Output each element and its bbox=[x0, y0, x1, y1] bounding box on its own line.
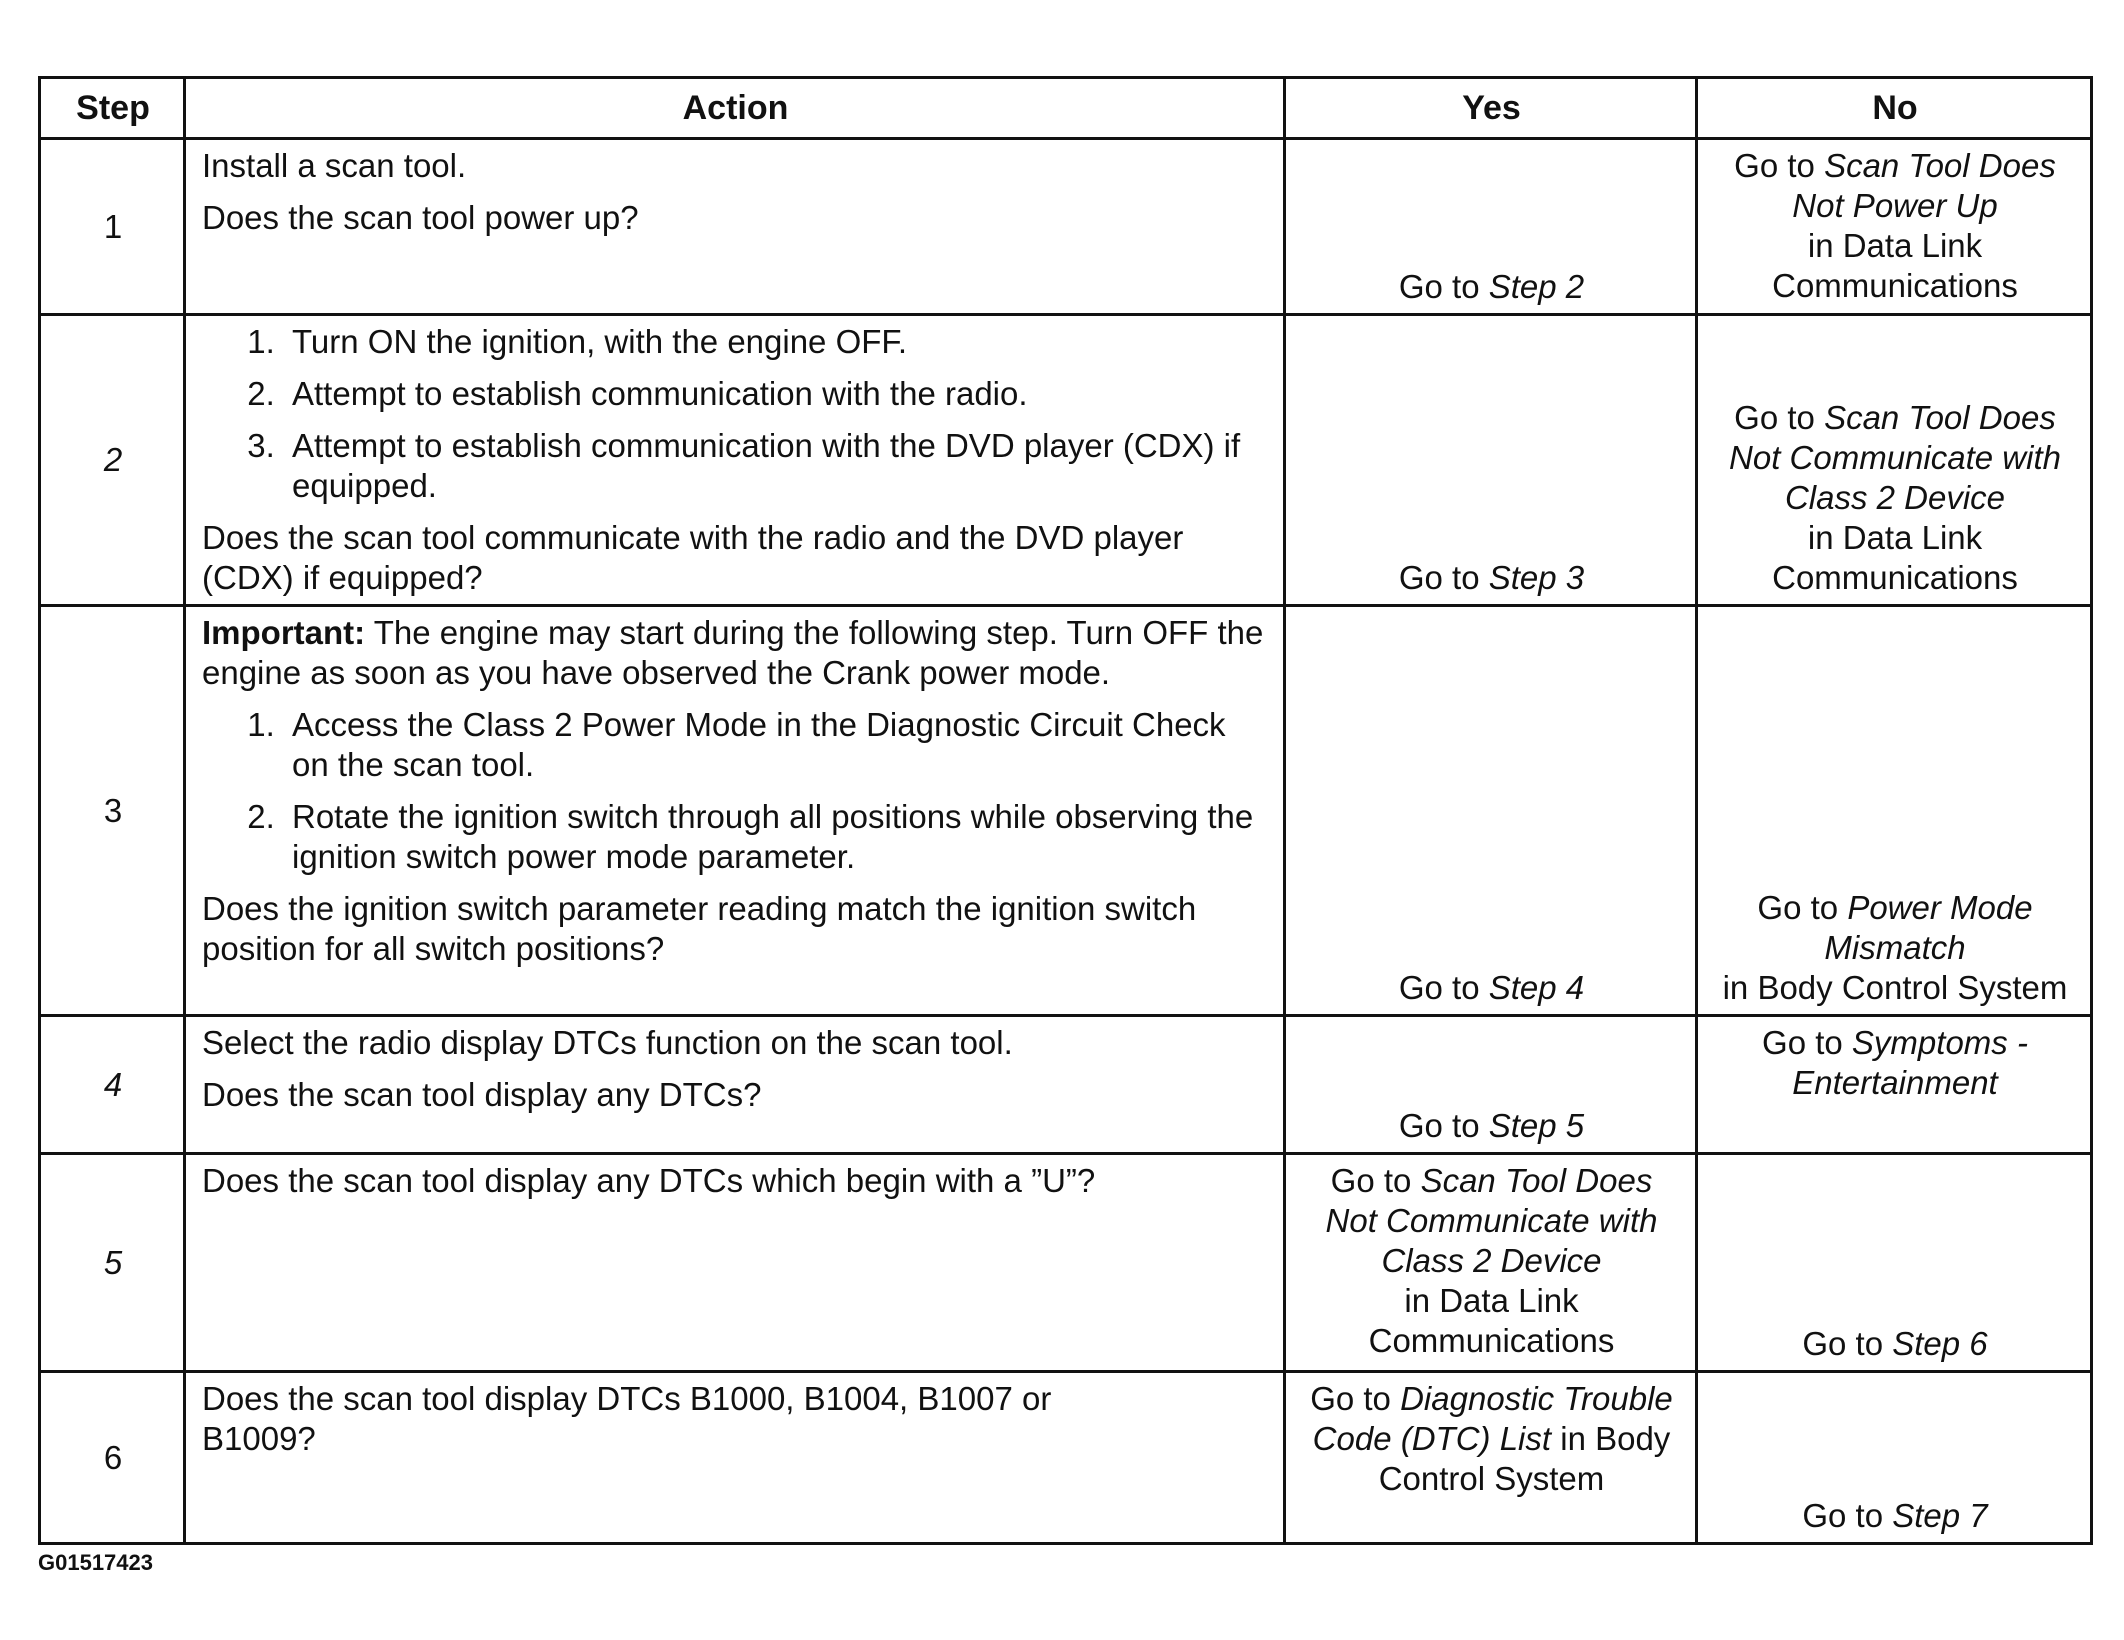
action-cell bbox=[185, 1016, 1285, 1154]
no-prefix: Go to bbox=[1734, 147, 1825, 184]
step-number: 4 bbox=[40, 1016, 185, 1154]
no-link[interactable]: Step 7 bbox=[1892, 1497, 1988, 1534]
yes-link[interactable]: Step 2 bbox=[1488, 268, 1585, 305]
header-action: Action bbox=[185, 78, 1285, 139]
yes-cell bbox=[1285, 1372, 1697, 1544]
no-prefix: Go to bbox=[1734, 399, 1825, 436]
yes-cell bbox=[1285, 139, 1697, 315]
action-step: 1. Access the Class 2 Power Mode in the Diagnostic Circuit Check on the scan tool. bbox=[284, 705, 1269, 785]
yes-suffix: in Body Control System bbox=[1378, 1420, 1671, 1497]
action-step: 2. Rotate the ignition switch through all positions while observing the ignition switch power mode parameter. bbox=[284, 797, 1269, 877]
step-number: 1 bbox=[40, 139, 185, 315]
table-row bbox=[40, 1372, 2092, 1544]
yes-prefix: Go to bbox=[1398, 559, 1489, 596]
no-link[interactable]: Scan Tool Does Not Power Up bbox=[1792, 147, 2056, 224]
yes-cell bbox=[1285, 606, 1697, 1016]
yes-prefix: Go to bbox=[1398, 268, 1489, 305]
table-row bbox=[40, 1154, 2092, 1372]
action-question: Does the scan tool display any DTCs which begin with a ”U”? bbox=[202, 1162, 1096, 1199]
no-cell bbox=[1697, 1154, 2092, 1372]
action-question: Does the scan tool display any DTCs? bbox=[202, 1076, 762, 1113]
yes-prefix: Go to bbox=[1330, 1162, 1421, 1199]
figure-code: G01517423 bbox=[38, 1550, 153, 1575]
step-number: 5 bbox=[40, 1154, 185, 1372]
step-number: 2 bbox=[40, 315, 185, 606]
action-question: Does the scan tool power up? bbox=[202, 199, 639, 236]
action-question: Does the scan tool communicate with the radio and the DVD player (CDX) if equipped? bbox=[202, 519, 1184, 596]
no-cell bbox=[1697, 315, 2092, 606]
header-no: No bbox=[1697, 78, 2092, 139]
important-text: The engine may start during the following step. Turn OFF the engine as soon as you have observed the Crank power mode. bbox=[202, 614, 1264, 691]
step-number: 6 bbox=[40, 1372, 185, 1544]
important-label: Important: bbox=[202, 614, 366, 651]
no-cell bbox=[1697, 1016, 2092, 1154]
header-row bbox=[40, 78, 2092, 139]
no-link[interactable]: Power Mode Mismatch bbox=[1824, 889, 2033, 966]
diagnostic-table bbox=[38, 76, 2093, 1545]
yes-link[interactable]: Step 4 bbox=[1488, 969, 1585, 1006]
action-text: Install a scan tool. bbox=[202, 147, 467, 184]
header-step: Step bbox=[40, 78, 185, 139]
yes-link[interactable]: Step 3 bbox=[1488, 559, 1585, 596]
no-cell bbox=[1697, 139, 2092, 315]
yes-cell bbox=[1285, 1016, 1697, 1154]
table-row bbox=[40, 139, 2092, 315]
no-link[interactable]: Scan Tool Does Not Communicate with Class 2 Device bbox=[1729, 399, 2061, 516]
action-cell bbox=[185, 1154, 1285, 1372]
action-cell bbox=[185, 139, 1285, 315]
action-step: 3. Attempt to establish communication with the DVD player (CDX) if equipped. bbox=[284, 426, 1269, 506]
no-cell bbox=[1697, 1372, 2092, 1544]
yes-link[interactable]: Diagnostic Trouble Code (DTC) List bbox=[1312, 1380, 1673, 1457]
no-suffix: in Data Link Communications bbox=[1772, 519, 2018, 596]
action-steps bbox=[202, 705, 1269, 877]
yes-prefix: Go to bbox=[1310, 1380, 1401, 1417]
yes-suffix: in Data Link Communications bbox=[1368, 1282, 1615, 1359]
yes-cell bbox=[1285, 315, 1697, 606]
no-link[interactable]: Symptoms - Entertainment bbox=[1792, 1024, 2028, 1101]
action-question: Does the ignition switch parameter reading match the ignition switch position for all switch positions? bbox=[202, 890, 1197, 967]
no-prefix: Go to bbox=[1802, 1497, 1893, 1534]
yes-cell bbox=[1285, 1154, 1697, 1372]
no-cell bbox=[1697, 606, 2092, 1016]
no-link[interactable]: Step 6 bbox=[1892, 1325, 1988, 1362]
table-row bbox=[40, 606, 2092, 1016]
table-row bbox=[40, 315, 2092, 606]
action-steps bbox=[202, 322, 1269, 506]
no-prefix: Go to bbox=[1802, 1325, 1893, 1362]
action-text: Select the radio display DTCs function on the scan tool. bbox=[202, 1024, 1013, 1061]
yes-link[interactable]: Step 5 bbox=[1488, 1107, 1585, 1144]
no-suffix: in Data Link Communications bbox=[1772, 227, 2018, 304]
action-step: 1. Turn ON the ignition, with the engine OFF. bbox=[284, 322, 1269, 362]
action-cell bbox=[185, 315, 1285, 606]
important-note bbox=[202, 613, 1269, 693]
no-suffix: in Body Control System bbox=[1722, 969, 2068, 1006]
no-prefix: Go to bbox=[1762, 1024, 1852, 1061]
action-cell bbox=[185, 1372, 1285, 1544]
action-question: Does the scan tool display DTCs B1000, B1004, B1007 or B1009? bbox=[202, 1380, 1052, 1457]
yes-prefix: Go to bbox=[1398, 1107, 1489, 1144]
no-prefix: Go to bbox=[1757, 889, 1848, 926]
yes-link[interactable]: Scan Tool Does Not Communicate with Class 2 Device bbox=[1325, 1162, 1658, 1279]
header-yes: Yes bbox=[1285, 78, 1697, 139]
action-cell bbox=[185, 606, 1285, 1016]
yes-prefix: Go to bbox=[1398, 969, 1489, 1006]
step-number: 3 bbox=[40, 606, 185, 1016]
table-row bbox=[40, 1016, 2092, 1154]
action-step: 2. Attempt to establish communication with the radio. bbox=[284, 374, 1269, 414]
